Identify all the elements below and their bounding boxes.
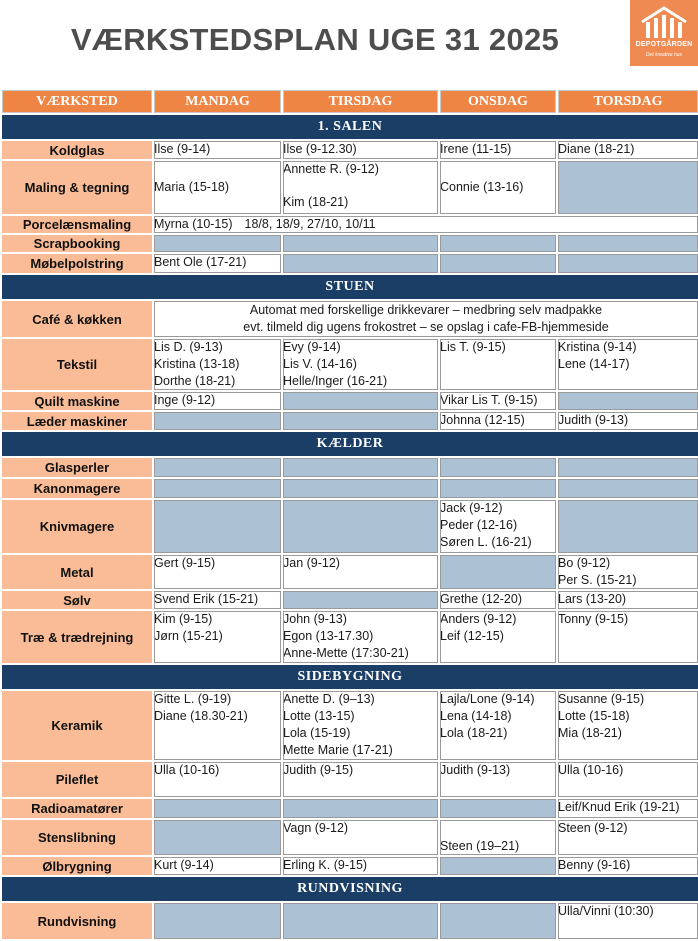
workshop-name: Sølv xyxy=(1,590,153,610)
empty-cell xyxy=(439,253,557,274)
schedule-cell xyxy=(153,338,282,391)
table-row xyxy=(1,160,698,215)
empty-cell xyxy=(282,391,439,411)
schedule-entry: Leif (12-15) xyxy=(440,629,504,643)
workshop-name: Metal xyxy=(1,554,153,590)
schedule-cell: Ilse (9-14) xyxy=(153,140,282,160)
table-row xyxy=(1,253,698,274)
column-header-onsdag: ONSDAG xyxy=(439,89,557,114)
empty-cell xyxy=(282,411,439,431)
section-salen: 1. SALEN xyxy=(1,114,698,140)
schedule-cell xyxy=(282,338,439,391)
schedule-cell: Bent Ole (17-21) xyxy=(153,253,282,274)
empty-cell xyxy=(557,457,698,478)
schedule-entry: Gitte L. (9-19) xyxy=(154,692,232,706)
section-rundvisning: RUNDVISNING xyxy=(1,876,698,902)
empty-cell xyxy=(282,590,439,610)
schedule-cell xyxy=(439,338,557,391)
empty-cell xyxy=(557,499,698,554)
empty-cell xyxy=(557,234,698,253)
schedule-cell xyxy=(557,690,698,761)
section-stuen: STUEN xyxy=(1,274,698,300)
schedule-entry: Dorthe (18-21) xyxy=(154,374,236,388)
table-row xyxy=(1,215,698,234)
logo-tagline: Det kreative hus xyxy=(645,52,683,58)
schedule-entry: Susanne (9-15) xyxy=(558,692,645,706)
column-header-tirsdag: TIRSDAG xyxy=(282,89,439,114)
schedule-entry: Diane (18.30-21) xyxy=(154,709,248,723)
schedule-table xyxy=(0,88,698,941)
schedule-entry: Kristina (9-14) xyxy=(558,340,637,354)
schedule-cell xyxy=(557,338,698,391)
empty-cell xyxy=(439,902,557,940)
empty-cell xyxy=(439,554,557,590)
empty-cell xyxy=(282,457,439,478)
schedule-entry: Per S. (15-21) xyxy=(558,573,637,587)
schedule-entry: Mia (18-21) xyxy=(558,726,622,740)
schedule-cell: Lars (13-20) xyxy=(557,590,698,610)
empty-cell xyxy=(153,478,282,499)
workshop-name: Ølbrygning xyxy=(1,856,153,876)
table-row xyxy=(1,690,698,761)
schedule-cell: Erling K. (9-15) xyxy=(282,856,439,876)
schedule-cell: Ilse (9-12.30) xyxy=(282,140,439,160)
table-row xyxy=(1,590,698,610)
workshop-name: Glasperler xyxy=(1,457,153,478)
schedule-entry: Lajla/Lone (9-14) xyxy=(440,692,535,706)
logo-name: DEPOTGÅRDEN xyxy=(635,41,693,48)
empty-cell xyxy=(557,391,698,411)
table-row xyxy=(1,856,698,876)
schedule-cell xyxy=(153,215,698,234)
schedule-cell: Leif/Knud Erik (19-21) xyxy=(557,798,698,819)
workshop-name: Læder maskiner xyxy=(1,411,153,431)
schedule-cell: Vagn (9-12) xyxy=(282,819,439,856)
schedule-cell xyxy=(153,610,282,664)
cafe-note-line: evt. tilmeld dig ugens frokostret – se opslag i cafe-FB-hjemmeside xyxy=(243,320,609,334)
schedule-cell: Ulla (10-16) xyxy=(557,761,698,798)
schedule-entry: Lis V. (14-16) xyxy=(283,357,357,371)
empty-cell xyxy=(282,253,439,274)
empty-cell xyxy=(153,457,282,478)
table-row xyxy=(1,234,698,253)
table-row xyxy=(1,300,698,338)
schedule-cell: Maria (15-18) xyxy=(153,160,282,215)
schedule-entry: Bo (9-12) xyxy=(558,556,611,570)
schedule-entry: Myrna (10-15) xyxy=(154,217,233,231)
table-row xyxy=(1,798,698,819)
column-header-torsdag: TORSDAG xyxy=(557,89,698,114)
page-title: VÆRKSTEDSPLAN UGE 31 2025 xyxy=(70,22,560,57)
workshop-name: Møbelpolstring xyxy=(1,253,153,274)
schedule-cell: Benny (9-16) xyxy=(557,856,698,876)
schedule-entry: Jørn (15-21) xyxy=(154,629,223,643)
schedule-entry: Mette Marie (17-21) xyxy=(283,743,393,757)
cafe-note-line: Automat med forskellige drikkevarer – medbring selv madpakke xyxy=(249,303,603,317)
empty-cell xyxy=(153,902,282,940)
schedule-cell: Inge (9-12) xyxy=(153,391,282,411)
workshop-name: Træ & trædrejning xyxy=(1,610,153,664)
table-row xyxy=(1,499,698,554)
empty-cell xyxy=(282,478,439,499)
workshop-name: Radioamatører xyxy=(1,798,153,819)
schedule-cell xyxy=(153,690,282,761)
empty-cell xyxy=(557,160,698,215)
workshop-name: Knivmagere xyxy=(1,499,153,554)
empty-cell xyxy=(153,798,282,819)
workshop-name: Quilt maskine xyxy=(1,391,153,411)
workshop-name: Pileflet xyxy=(1,761,153,798)
column-header-vaerksted: VÆRKSTED xyxy=(1,89,153,114)
schedule-entry: Lotte (15-18) xyxy=(558,709,630,723)
empty-cell xyxy=(557,478,698,499)
schedule-cell xyxy=(439,610,557,664)
schedule-entry: Lena (14-18) xyxy=(440,709,512,723)
schedule-cell: Vikar Lis T. (9-15) xyxy=(439,391,557,411)
schedule-cell: Gert (9-15) xyxy=(153,554,282,590)
schedule-entry: Anne-Mette (17:30-21) xyxy=(283,646,409,660)
workshop-name: Maling & tegning xyxy=(1,160,153,215)
schedule-cell: Jan (9-12) xyxy=(282,554,439,590)
schedule-cell: Judith (9-13) xyxy=(439,761,557,798)
empty-cell xyxy=(282,499,439,554)
schedule-cell: Johnna (12-15) xyxy=(439,411,557,431)
schedule-entry: Lis D. (9-13) xyxy=(154,340,223,354)
schedule-cell: Diane (18-21) xyxy=(557,140,698,160)
empty-cell xyxy=(153,499,282,554)
empty-cell xyxy=(439,798,557,819)
schedule-cell xyxy=(282,690,439,761)
column-header-mandag: MANDAG xyxy=(153,89,282,114)
schedule-entry: Kim (18-21) xyxy=(283,195,349,209)
empty-cell xyxy=(153,234,282,253)
table-row xyxy=(1,902,698,940)
table-row xyxy=(1,338,698,391)
schedule-entry: Evy (9-14) xyxy=(283,340,341,354)
table-row xyxy=(1,140,698,160)
schedule-entry: Peder (12-16) xyxy=(440,518,518,532)
workshop-name: Kanonmagere xyxy=(1,478,153,499)
schedule-cell: Kurt (9-14) xyxy=(153,856,282,876)
workshop-name: Keramik xyxy=(1,690,153,761)
schedule-cell: Tonny (9-15) xyxy=(557,610,698,664)
schedule-entry: Kristina (13-18) xyxy=(154,357,240,371)
empty-cell xyxy=(282,798,439,819)
schedule-entry: Annette R. (9-12) xyxy=(283,162,379,176)
schedule-entry: Kim (9-15) xyxy=(154,612,213,626)
workshop-name: Porcelænsmaling xyxy=(1,215,153,234)
table-row xyxy=(1,554,698,590)
schedule-cell xyxy=(439,499,557,554)
schedule-cell: Judith (9-15) xyxy=(282,761,439,798)
empty-cell xyxy=(153,819,282,856)
schedule-cell: Ulla (10-16) xyxy=(153,761,282,798)
workshop-name: Café & køkken xyxy=(1,300,153,338)
schedule-dates: 18/8, 18/9, 27/10, 10/11 xyxy=(244,217,376,231)
schedule-entry: Søren L. (16-21) xyxy=(440,535,532,549)
schedule-cell xyxy=(282,610,439,664)
schedule-cell: Connie (13-16) xyxy=(439,160,557,215)
header-row xyxy=(1,89,698,114)
workshop-name: Rundvisning xyxy=(1,902,153,940)
table-row xyxy=(1,761,698,798)
schedule-entry: Lis T. (9-15) xyxy=(440,340,506,354)
logo xyxy=(630,0,698,66)
schedule-cell xyxy=(557,554,698,590)
workshop-name: Koldglas xyxy=(1,140,153,160)
schedule-cell xyxy=(153,300,698,338)
schedule-cell: Steen (9-12) xyxy=(557,819,698,856)
schedule-entry: Jack (9-12) xyxy=(440,501,503,515)
empty-cell xyxy=(282,902,439,940)
table-row xyxy=(1,391,698,411)
empty-cell xyxy=(282,234,439,253)
schedule-entry: Lola (15-19) xyxy=(283,726,351,740)
schedule-entry: Anders (9-12) xyxy=(440,612,517,626)
schedule-cell: Irene (11-15) xyxy=(439,140,557,160)
table-row xyxy=(1,610,698,664)
empty-cell xyxy=(557,253,698,274)
workshop-name: Scrapbooking xyxy=(1,234,153,253)
table-row xyxy=(1,819,698,856)
schedule-cell: Steen (19–21) xyxy=(439,819,557,856)
empty-cell xyxy=(153,411,282,431)
schedule-entry: Anette D. (9–13) xyxy=(283,692,375,706)
table-row xyxy=(1,411,698,431)
house-icon xyxy=(640,6,688,40)
empty-cell xyxy=(439,478,557,499)
empty-cell xyxy=(439,234,557,253)
schedule-entry: Lene (14-17) xyxy=(558,357,630,371)
section-sidebygning: SIDEBYGNING xyxy=(1,664,698,690)
schedule-cell: Svend Erik (15-21) xyxy=(153,590,282,610)
schedule-cell: Ulla/Vinni (10:30) xyxy=(557,902,698,940)
schedule-entry: Lotte (13-15) xyxy=(283,709,355,723)
schedule-entry: Lola (18-21) xyxy=(440,726,508,740)
workshop-name: Tekstil xyxy=(1,338,153,391)
schedule-entry: John (9-13) xyxy=(283,612,347,626)
schedule-entry: Helle/Inger (16-21) xyxy=(283,374,388,388)
schedule-cell: Grethe (12-20) xyxy=(439,590,557,610)
workshop-name: Stenslibning xyxy=(1,819,153,856)
section-kaelder: KÆLDER xyxy=(1,431,698,457)
table-row xyxy=(1,478,698,499)
schedule-cell xyxy=(282,160,439,215)
table-row xyxy=(1,457,698,478)
schedule-cell: Judith (9-13) xyxy=(557,411,698,431)
schedule-entry: Egon (13-17.30) xyxy=(283,629,374,643)
empty-cell xyxy=(439,457,557,478)
schedule-cell xyxy=(439,690,557,761)
empty-cell xyxy=(439,856,557,876)
